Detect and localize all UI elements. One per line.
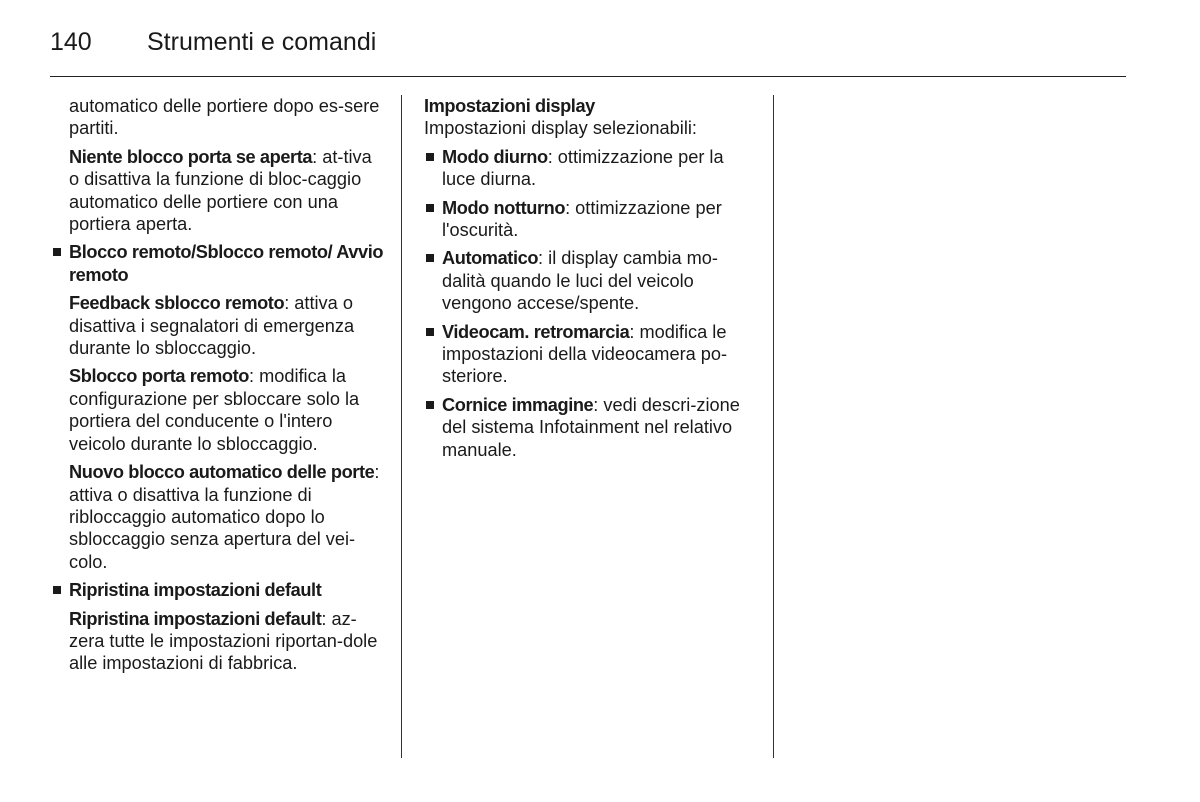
bullet-item xyxy=(424,394,759,461)
bullet-title: Ripristina impostazioni default xyxy=(69,580,322,601)
left-column xyxy=(69,95,384,681)
setting-name: Ripristina impostazioni default xyxy=(69,608,322,629)
setting-description xyxy=(69,146,384,236)
column-divider xyxy=(401,95,402,758)
option-text: : ottimizzazione per la luce diurna. xyxy=(442,146,724,190)
option-text: : ottimizzazione per l'oscurità. xyxy=(442,197,722,241)
paragraph xyxy=(69,95,384,140)
middle-column xyxy=(424,95,759,467)
bullet-item xyxy=(69,579,384,601)
option-name: Modo notturno xyxy=(442,197,566,218)
setting-description xyxy=(69,365,384,455)
section-heading: Impostazioni display xyxy=(424,96,595,116)
bullet-title: Blocco remoto/Sblocco remoto/ Avvio remoto xyxy=(69,242,384,285)
setting-name: Sblocco porta remoto xyxy=(69,366,249,387)
bullet-item xyxy=(424,197,759,242)
bullet-item xyxy=(69,241,384,286)
bullet-square-icon xyxy=(426,254,434,262)
bullet-square-icon xyxy=(426,204,434,212)
bullet-item xyxy=(424,321,759,388)
bullet-square-icon xyxy=(53,586,61,594)
setting-text: : at-tiva o disattiva la funzione di bloc-caggio automatico delle portiere con una portiera aperta. xyxy=(69,146,372,235)
setting-text: : attiva o disattiva i segnalatori di emergenza durante lo sbloccaggio. xyxy=(69,293,355,359)
setting-description xyxy=(69,608,384,675)
setting-description xyxy=(69,461,384,573)
bullet-item xyxy=(424,247,759,314)
bullet-square-icon xyxy=(426,328,434,336)
setting-name: Feedback sblocco remoto xyxy=(69,293,285,314)
option-text: : vedi descri-zione del sistema Infotainment nel relativo manuale. xyxy=(442,394,740,460)
bullet-square-icon xyxy=(53,248,61,256)
column-divider xyxy=(773,95,774,758)
intro-text: Impostazioni display selezionabili: xyxy=(424,118,697,139)
bullet-square-icon xyxy=(426,153,434,161)
page-header xyxy=(50,22,1126,77)
setting-text: : modifica la configurazione per sbloccare solo la portiera del conducente o l'intero veicolo durante lo sbloccaggio. xyxy=(69,366,360,454)
option-name: Videocam. retromarcia xyxy=(442,321,630,342)
setting-description xyxy=(69,292,384,359)
option-text: : modifica le impostazioni della videocamera po-steriore. xyxy=(442,321,728,387)
bullet-item xyxy=(424,146,759,191)
setting-text: : az-zera tutte le impostazioni riportan-dole alle impostazioni di fabbrica. xyxy=(69,608,378,674)
option-text: : il display cambia mo-dalità quando le luci del veicolo vengono accese/spente. xyxy=(442,248,718,314)
option-name: Modo diurno xyxy=(442,146,548,167)
setting-text: : attiva o disattiva la funzione di ribloccaggio automatico dopo lo sbloccaggio senza apertura del vei-colo. xyxy=(69,462,380,572)
setting-name: Niente blocco porta se aperta xyxy=(69,146,313,167)
option-name: Automatico xyxy=(442,248,539,269)
page-number: 140 xyxy=(50,28,92,56)
bullet-square-icon xyxy=(426,401,434,409)
option-name: Cornice immagine xyxy=(442,394,594,415)
paragraph-text: automatico delle portiere dopo es-sere partiti. xyxy=(69,96,380,139)
setting-name: Nuovo blocco automatico delle porte xyxy=(69,462,375,483)
section-title: Strumenti e comandi xyxy=(147,28,377,56)
